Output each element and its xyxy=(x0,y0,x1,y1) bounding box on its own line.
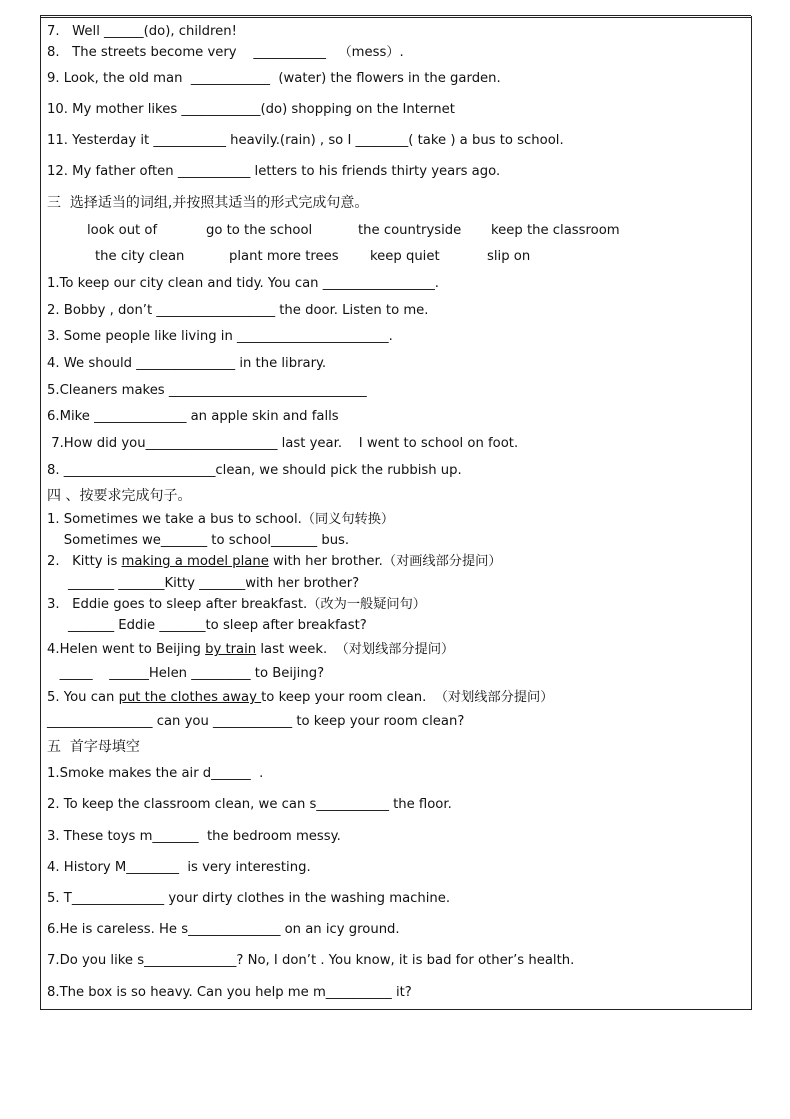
phrase-option: the city clean xyxy=(95,249,185,264)
exercise-line: 8. _______________________clean, we should pick the rubbish up. xyxy=(47,463,462,478)
phrase-option: look out of xyxy=(87,223,158,238)
exercise-line: 7.How did you____________________ last year. I went to school on foot. xyxy=(47,436,519,451)
section-heading-5: 五 首字母填空 xyxy=(47,739,140,755)
text-segment: 2. Kitty is xyxy=(47,554,122,569)
exercise-line: 9. Look, the old man ____________ (water) the flowers in the garden. xyxy=(47,71,501,86)
phrase-option: plant more trees xyxy=(229,249,339,264)
exercise-line: _______ Eddie _______to sleep after breakfast? xyxy=(47,618,367,633)
text-segment: last week. （对划线部分提问） xyxy=(256,642,455,657)
exercise-line: 7. Well ______(do), children! xyxy=(47,24,237,39)
exercise-line: 8.The box is so heavy. Can you help me m__________ it? xyxy=(47,985,412,1000)
exercise-line: 5.Cleaners makes ______________________________ xyxy=(47,383,367,398)
section-heading-3: 三 选择适当的词组,并按照其适当的形式完成句意。 xyxy=(47,195,369,211)
underlined-phrase: by train xyxy=(205,642,257,657)
exercise-line: 12. My father often ___________ letters to his friends thirty years ago. xyxy=(47,164,501,179)
phrase-option: the countryside xyxy=(358,223,462,238)
text-segment: with her brother.（对画线部分提问） xyxy=(268,554,502,569)
exercise-line: 6.He is careless. He s______________ on an icy ground. xyxy=(47,922,400,937)
exercise-line: 3. Eddie goes to sleep after breakfast.（改为一般疑问句） xyxy=(47,597,426,612)
exercise-line: 2. Bobby , don’t __________________ the door. Listen to me. xyxy=(47,303,429,318)
underlined-phrase: put the clothes away xyxy=(118,690,262,705)
exercise-line: 8. The streets become very ___________ （mess）. xyxy=(47,45,404,60)
exercise-line: 2. To keep the classroom clean, we can s___________ the floor. xyxy=(47,797,452,812)
exercise-line: _____ ______Helen _________ to Beijing? xyxy=(47,666,325,681)
exercise-line: 4. History M________ is very interesting. xyxy=(47,860,311,875)
exercise-line: Sometimes we_______ to school_______ bus. xyxy=(47,533,350,548)
exercise-line xyxy=(47,689,553,707)
exercise-line: 7.Do you like s______________? No, I don’t . You know, it is bad for other’s health. xyxy=(47,953,575,968)
exercise-line: 11. Yesterday it ___________ heavily.(rain) , so I ________( take ) a bus to school. xyxy=(47,133,564,148)
text-segment: 5. You can xyxy=(47,690,119,705)
phrase-option: keep quiet xyxy=(370,249,440,264)
underlined-phrase: making a model plane xyxy=(121,554,269,569)
phrase-option: slip on xyxy=(487,249,531,264)
section-heading-4: 四 、按要求完成句子。 xyxy=(47,488,192,504)
exercise-line xyxy=(47,641,454,659)
phrase-option: keep the classroom xyxy=(491,223,620,238)
exercise-line: 6.Mike ______________ an apple skin and falls xyxy=(47,409,339,424)
exercise-line: 10. My mother likes ____________(do) shopping on the Internet xyxy=(47,102,455,117)
exercise-line: 1.Smoke makes the air d______ . xyxy=(47,766,264,781)
text-segment: to keep your room clean. （对划线部分提问） xyxy=(261,690,554,705)
exercise-line: 3. Some people like living in _______________________. xyxy=(47,329,393,344)
exercise-line: 3. These toys m_______ the bedroom messy. xyxy=(47,829,341,844)
exercise-line: ________________ can you ____________ to keep your room clean? xyxy=(47,714,465,729)
text-segment: 4.Helen went to Beijing xyxy=(47,642,206,657)
exercise-line: _______ _______Kitty _______with her brother? xyxy=(47,576,360,591)
exercise-line xyxy=(47,553,502,571)
exercise-line: 5. T______________ your dirty clothes in the washing machine. xyxy=(47,891,451,906)
exercise-line: 1. Sometimes we take a bus to school.（同义句转换） xyxy=(47,512,395,527)
exercise-line: 4. We should _______________ in the library. xyxy=(47,356,327,371)
phrase-option: go to the school xyxy=(206,223,313,238)
exercise-line: 1.To keep our city clean and tidy. You can _________________. xyxy=(47,276,439,291)
